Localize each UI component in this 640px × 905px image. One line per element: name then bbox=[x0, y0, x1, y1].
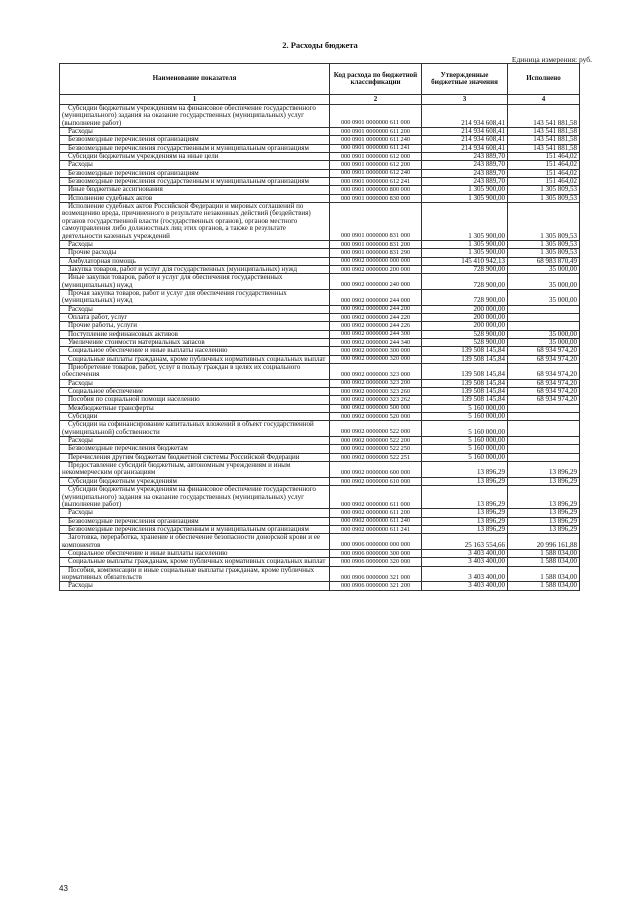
row-executed-cell: 151 464,02 bbox=[508, 153, 580, 161]
row-approved-cell: 528 900,00 bbox=[422, 338, 508, 346]
row-name-cell: Социальные выплаты гражданам, кроме публичных нормативных социальных выплат bbox=[60, 355, 330, 363]
row-code-cell: 000 0906 0000000 320 000 bbox=[330, 558, 422, 566]
row-name-cell: Иные закупки товаров, работ и услуг для обеспечения государственных (муниципальных) нужд bbox=[60, 274, 330, 290]
table-row bbox=[60, 161, 580, 169]
row-code-cell: 000 0901 0000000 612 240 bbox=[330, 169, 422, 177]
row-code-cell: 000 0902 0000000 611 200 bbox=[330, 509, 422, 517]
row-executed-cell: 13 896,29 bbox=[508, 462, 580, 478]
row-name-cell: Пособия, компенсации и иные социальные выплаты гражданам, кроме публичных нормативных обязательств bbox=[60, 566, 330, 582]
table-row bbox=[60, 534, 580, 550]
row-name-cell: Прочая закупка товаров, работ и услуг для обеспечения государственных (муниципальных) нужд bbox=[60, 289, 330, 305]
row-executed-cell: 68 934 974,20 bbox=[508, 364, 580, 380]
row-approved-cell: 1 305 900,00 bbox=[422, 240, 508, 248]
row-name-cell: Прочие работы, услуги bbox=[60, 322, 330, 330]
row-executed-cell: 13 896,29 bbox=[508, 477, 580, 485]
row-approved-cell: 243 889,70 bbox=[422, 169, 508, 177]
row-approved-cell: 3 403 400,00 bbox=[422, 549, 508, 557]
table-row bbox=[60, 364, 580, 380]
row-executed-cell bbox=[508, 453, 580, 461]
row-executed-cell: 68 983 870,49 bbox=[508, 257, 580, 265]
row-name-cell: Субсидии бюджетным учреждениям на финансовое обеспечение государственного (муниципального) задания на оказание государственных (муниципальных) услуг (выполнение работ) bbox=[60, 105, 330, 128]
row-executed-cell: 1 588 034,00 bbox=[508, 549, 580, 557]
header-name: Наименование показателя bbox=[60, 64, 330, 95]
row-executed-cell: 68 934 974,20 bbox=[508, 355, 580, 363]
row-name-cell: Субсидии бюджетным учреждениям на финансовое обеспечение государственного (муниципального) задания на оказание государственных (муниципальных) услуг (выполнение работ) bbox=[60, 486, 330, 509]
table-row bbox=[60, 558, 580, 566]
table-row bbox=[60, 194, 580, 202]
row-code-cell: 000 0902 0000000 244 200 bbox=[330, 305, 422, 313]
row-executed-cell: 13 896,29 bbox=[508, 486, 580, 509]
row-executed-cell: 143 541 881,58 bbox=[508, 136, 580, 144]
table-row bbox=[60, 128, 580, 136]
table-row bbox=[60, 421, 580, 437]
row-name-cell: Социальные выплаты гражданам, кроме публичных нормативных социальных выплат bbox=[60, 558, 330, 566]
row-name-cell: Субсидии bbox=[60, 413, 330, 421]
row-name-cell: Субсидии бюджетным учреждениям на иные цели bbox=[60, 153, 330, 161]
row-name-cell: Расходы bbox=[60, 582, 330, 590]
row-code-cell: 000 0902 0000000 522 200 bbox=[330, 437, 422, 445]
table-row bbox=[60, 355, 580, 363]
row-code-cell: 000 0901 0000000 611 240 bbox=[330, 136, 422, 144]
table-row bbox=[60, 525, 580, 533]
row-code-cell: 000 0901 0000000 831 200 bbox=[330, 240, 422, 248]
row-code-cell: 000 0902 0000000 522 000 bbox=[330, 421, 422, 437]
row-code-cell: 000 0906 0000000 300 000 bbox=[330, 549, 422, 557]
row-approved-cell: 25 163 554,66 bbox=[422, 534, 508, 550]
row-approved-cell: 728 900,00 bbox=[422, 274, 508, 290]
row-code-cell: 000 0902 0000000 600 000 bbox=[330, 462, 422, 478]
column-number: 2 bbox=[330, 95, 422, 105]
row-executed-cell: 20 996 161,88 bbox=[508, 534, 580, 550]
row-name-cell: Расходы bbox=[60, 240, 330, 248]
row-code-cell: 000 0902 0000000 323 000 bbox=[330, 364, 422, 380]
row-approved-cell: 3 403 400,00 bbox=[422, 582, 508, 590]
row-executed-cell: 35 000,00 bbox=[508, 265, 580, 273]
table-row bbox=[60, 240, 580, 248]
row-name-cell: Безвозмездные перечисления государственным и муниципальным организациям bbox=[60, 525, 330, 533]
row-approved-cell: 214 934 608,41 bbox=[422, 128, 508, 136]
row-name-cell: Безвозмездные перечисления организациям bbox=[60, 169, 330, 177]
row-approved-cell: 13 896,29 bbox=[422, 486, 508, 509]
row-name-cell: Заготовка, переработка, хранение и обеспечение безопасности донорской крови и ее компонентов bbox=[60, 534, 330, 550]
row-code-cell: 000 0906 0000000 321 200 bbox=[330, 582, 422, 590]
table-row bbox=[60, 477, 580, 485]
row-approved-cell: 3 403 400,00 bbox=[422, 558, 508, 566]
row-code-cell: 000 0901 0000000 612 241 bbox=[330, 178, 422, 186]
table-row bbox=[60, 136, 580, 144]
row-approved-cell: 200 000,00 bbox=[422, 322, 508, 330]
row-executed-cell: 35 000,00 bbox=[508, 274, 580, 290]
row-approved-cell: 139 508 145,84 bbox=[422, 364, 508, 380]
row-executed-cell bbox=[508, 305, 580, 313]
row-name-cell: Увеличение стоимости материальных запасов bbox=[60, 338, 330, 346]
row-name-cell: Социальное обеспечение bbox=[60, 388, 330, 396]
row-approved-cell: 5 160 000,00 bbox=[422, 445, 508, 453]
row-code-cell: 000 0901 0000000 612 200 bbox=[330, 161, 422, 169]
header-executed: Исполнено bbox=[508, 64, 580, 95]
table-row bbox=[60, 437, 580, 445]
page-number: 43 bbox=[59, 884, 68, 893]
table-row bbox=[60, 413, 580, 421]
table-row bbox=[60, 347, 580, 355]
row-name-cell: Прочие расходы bbox=[60, 249, 330, 257]
row-code-cell: 000 0902 0000000 244 000 bbox=[330, 289, 422, 305]
column-number: 1 bbox=[60, 95, 330, 105]
row-executed-cell: 35 000,00 bbox=[508, 338, 580, 346]
table-row bbox=[60, 144, 580, 152]
row-name-cell: Расходы bbox=[60, 161, 330, 169]
row-code-cell: 000 0902 0000000 323 262 bbox=[330, 396, 422, 404]
table-row bbox=[60, 265, 580, 273]
table-row bbox=[60, 338, 580, 346]
row-approved-cell: 214 934 608,41 bbox=[422, 105, 508, 128]
row-name-cell: Закупка товаров, работ и услуг для государственных (муниципальных) нужд bbox=[60, 265, 330, 273]
table-row bbox=[60, 186, 580, 194]
row-code-cell: 000 0902 0000000 320 000 bbox=[330, 355, 422, 363]
row-code-cell: 000 0902 0000000 000 000 bbox=[330, 257, 422, 265]
row-approved-cell: 728 900,00 bbox=[422, 289, 508, 305]
row-name-cell: Безвозмездные перечисления государственным и муниципальным организациям bbox=[60, 144, 330, 152]
header-code: Код расхода по бюджетной классификации bbox=[330, 64, 422, 95]
row-executed-cell bbox=[508, 445, 580, 453]
row-approved-cell: 214 934 608,41 bbox=[422, 136, 508, 144]
row-approved-cell: 13 896,29 bbox=[422, 477, 508, 485]
row-code-cell: 000 0902 0000000 500 000 bbox=[330, 404, 422, 412]
row-executed-cell: 13 896,29 bbox=[508, 509, 580, 517]
row-approved-cell: 13 896,29 bbox=[422, 462, 508, 478]
row-code-cell: 000 0901 0000000 800 000 bbox=[330, 186, 422, 194]
row-approved-cell: 200 000,00 bbox=[422, 305, 508, 313]
row-executed-cell bbox=[508, 404, 580, 412]
row-code-cell: 000 0902 0000000 611 241 bbox=[330, 525, 422, 533]
row-approved-cell: 728 900,00 bbox=[422, 265, 508, 273]
table-row bbox=[60, 404, 580, 412]
row-executed-cell bbox=[508, 322, 580, 330]
row-executed-cell: 68 934 974,20 bbox=[508, 379, 580, 387]
row-code-cell: 000 0902 0000000 240 000 bbox=[330, 274, 422, 290]
row-executed-cell: 1 305 809,53 bbox=[508, 194, 580, 202]
row-code-cell: 000 0901 0000000 831 290 bbox=[330, 249, 422, 257]
row-code-cell: 000 0902 0000000 244 220 bbox=[330, 313, 422, 321]
header-approved: Утвержденные бюджетные значения bbox=[422, 64, 508, 95]
row-code-cell: 000 0902 0000000 323 260 bbox=[330, 388, 422, 396]
row-name-cell: Исполнение судебных актов Российской Федерации и мировых соглашений по возмещению вреда, причиненного в результате незаконных действий (бездействия) органов государственной власти (государственных органов), органов местного самоуправления либо должностных лиц этих органов, а также в результате деятельности казенных учреждений bbox=[60, 203, 330, 241]
row-executed-cell: 68 934 974,20 bbox=[508, 388, 580, 396]
row-code-cell: 000 0902 0000000 323 200 bbox=[330, 379, 422, 387]
table-row bbox=[60, 453, 580, 461]
row-approved-cell: 528 900,00 bbox=[422, 330, 508, 338]
row-approved-cell: 243 889,70 bbox=[422, 153, 508, 161]
table-row bbox=[60, 313, 580, 321]
row-approved-cell: 139 508 145,84 bbox=[422, 396, 508, 404]
row-approved-cell: 1 305 900,00 bbox=[422, 186, 508, 194]
row-name-cell: Безвозмездные перечисления организациям bbox=[60, 517, 330, 525]
row-code-cell: 000 0901 0000000 612 000 bbox=[330, 153, 422, 161]
row-code-cell: 000 0901 0000000 831 000 bbox=[330, 203, 422, 241]
row-executed-cell: 13 896,29 bbox=[508, 517, 580, 525]
row-executed-cell: 151 464,02 bbox=[508, 178, 580, 186]
row-name-cell: Расходы bbox=[60, 128, 330, 136]
row-name-cell: Поступление нефинансовых активов bbox=[60, 330, 330, 338]
row-executed-cell: 68 934 974,20 bbox=[508, 396, 580, 404]
row-executed-cell: 1 588 034,00 bbox=[508, 566, 580, 582]
table-row bbox=[60, 549, 580, 557]
row-approved-cell: 139 508 145,84 bbox=[422, 347, 508, 355]
table-row bbox=[60, 582, 580, 590]
row-executed-cell bbox=[508, 313, 580, 321]
table-row bbox=[60, 517, 580, 525]
row-code-cell: 000 0906 0000000 000 000 bbox=[330, 534, 422, 550]
row-name-cell: Перечисления другим бюджетам бюджетной системы Российской Федерации bbox=[60, 453, 330, 461]
table-row bbox=[60, 486, 580, 509]
table-row bbox=[60, 462, 580, 478]
row-approved-cell: 3 403 400,00 bbox=[422, 566, 508, 582]
expenses-table bbox=[59, 63, 580, 591]
table-row bbox=[60, 445, 580, 453]
table-row bbox=[60, 379, 580, 387]
row-name-cell: Амбулаторная помощь bbox=[60, 257, 330, 265]
table-row bbox=[60, 274, 580, 290]
row-approved-cell: 1 305 900,00 bbox=[422, 194, 508, 202]
unit-label: Единица измерения: руб. bbox=[511, 55, 592, 64]
table-row bbox=[60, 203, 580, 241]
row-approved-cell: 139 508 145,84 bbox=[422, 388, 508, 396]
row-executed-cell: 1 305 809,53 bbox=[508, 203, 580, 241]
column-number: 3 bbox=[422, 95, 508, 105]
table-row bbox=[60, 169, 580, 177]
row-approved-cell: 214 934 608,41 bbox=[422, 144, 508, 152]
row-code-cell: 000 0902 0000000 611 000 bbox=[330, 486, 422, 509]
row-name-cell: Расходы bbox=[60, 437, 330, 445]
row-executed-cell: 143 541 881,58 bbox=[508, 105, 580, 128]
row-executed-cell: 151 464,02 bbox=[508, 169, 580, 177]
row-code-cell: 000 0902 0000000 522 251 bbox=[330, 453, 422, 461]
row-name-cell: Расходы bbox=[60, 379, 330, 387]
row-executed-cell: 1 588 034,00 bbox=[508, 558, 580, 566]
table-row bbox=[60, 178, 580, 186]
row-name-cell: Безвозмездные перечисления бюджетам bbox=[60, 445, 330, 453]
row-approved-cell: 13 896,29 bbox=[422, 517, 508, 525]
row-executed-cell: 35 000,00 bbox=[508, 289, 580, 305]
table-row bbox=[60, 257, 580, 265]
row-executed-cell: 13 896,29 bbox=[508, 525, 580, 533]
table-row bbox=[60, 566, 580, 582]
row-executed-cell: 1 588 034,00 bbox=[508, 582, 580, 590]
row-approved-cell: 13 896,29 bbox=[422, 509, 508, 517]
row-executed-cell: 1 305 809,53 bbox=[508, 240, 580, 248]
row-approved-cell: 139 508 145,84 bbox=[422, 355, 508, 363]
row-code-cell: 000 0901 0000000 830 000 bbox=[330, 194, 422, 202]
row-name-cell: Расходы bbox=[60, 509, 330, 517]
row-name-cell: Иные бюджетные ассигнования bbox=[60, 186, 330, 194]
row-name-cell: Приобретение товаров, работ, услуг в пользу граждан в целях их социального обеспечения bbox=[60, 364, 330, 380]
row-approved-cell: 13 896,29 bbox=[422, 525, 508, 533]
row-code-cell: 000 0902 0000000 244 340 bbox=[330, 338, 422, 346]
row-executed-cell: 143 541 881,58 bbox=[508, 128, 580, 136]
row-code-cell: 000 0901 0000000 611 200 bbox=[330, 128, 422, 136]
row-code-cell: 000 0902 0000000 522 250 bbox=[330, 445, 422, 453]
row-approved-cell: 139 508 145,84 bbox=[422, 379, 508, 387]
row-approved-cell: 1 305 900,00 bbox=[422, 249, 508, 257]
row-code-cell: 000 0901 0000000 611 000 bbox=[330, 105, 422, 128]
column-number: 4 bbox=[508, 95, 580, 105]
table-row bbox=[60, 153, 580, 161]
row-code-cell: 000 0902 0000000 244 300 bbox=[330, 330, 422, 338]
row-code-cell: 000 0902 0000000 200 000 bbox=[330, 265, 422, 273]
table-row bbox=[60, 289, 580, 305]
row-executed-cell bbox=[508, 437, 580, 445]
row-approved-cell: 5 160 000,00 bbox=[422, 404, 508, 412]
row-name-cell: Социальное обеспечение и иные выплаты населению bbox=[60, 347, 330, 355]
row-code-cell: 000 0902 0000000 244 226 bbox=[330, 322, 422, 330]
row-name-cell: Предоставление субсидий бюджетным, автономным учреждениям и иным некоммерческим организациям bbox=[60, 462, 330, 478]
row-approved-cell: 1 305 900,00 bbox=[422, 203, 508, 241]
row-approved-cell: 5 160 000,00 bbox=[422, 437, 508, 445]
table-row bbox=[60, 105, 580, 128]
row-code-cell: 000 0901 0000000 611 241 bbox=[330, 144, 422, 152]
row-name-cell: Субсидии бюджетным учреждениям bbox=[60, 477, 330, 485]
row-code-cell: 000 0902 0000000 611 240 bbox=[330, 517, 422, 525]
table-row bbox=[60, 388, 580, 396]
row-code-cell: 000 0902 0000000 610 000 bbox=[330, 477, 422, 485]
row-executed-cell: 35 000,00 bbox=[508, 330, 580, 338]
row-name-cell: Социальное обеспечение и иные выплаты населению bbox=[60, 549, 330, 557]
section-title: 2. Расходы бюджета bbox=[282, 40, 358, 50]
row-approved-cell: 145 410 942,13 bbox=[422, 257, 508, 265]
table-row bbox=[60, 396, 580, 404]
row-name-cell: Расходы bbox=[60, 305, 330, 313]
table-row bbox=[60, 509, 580, 517]
table-row bbox=[60, 330, 580, 338]
row-executed-cell: 1 305 809,53 bbox=[508, 186, 580, 194]
row-code-cell: 000 0902 0000000 520 000 bbox=[330, 413, 422, 421]
table-row bbox=[60, 249, 580, 257]
row-executed-cell: 143 541 881,58 bbox=[508, 144, 580, 152]
row-executed-cell: 1 305 809,53 bbox=[508, 249, 580, 257]
row-executed-cell: 68 934 974,20 bbox=[508, 347, 580, 355]
row-executed-cell: 151 464,02 bbox=[508, 161, 580, 169]
row-name-cell: Межбюджетные трансферты bbox=[60, 404, 330, 412]
row-name-cell: Безвозмездные перечисления государственным и муниципальным организациям bbox=[60, 178, 330, 186]
row-name-cell: Оплата работ, услуг bbox=[60, 313, 330, 321]
row-name-cell: Исполнение судебных актов bbox=[60, 194, 330, 202]
row-code-cell: 000 0906 0000000 321 000 bbox=[330, 566, 422, 582]
row-name-cell: Безвозмездные перечисления организациям bbox=[60, 136, 330, 144]
row-executed-cell bbox=[508, 421, 580, 437]
row-approved-cell: 243 889,70 bbox=[422, 178, 508, 186]
table-row bbox=[60, 305, 580, 313]
row-approved-cell: 200 000,00 bbox=[422, 313, 508, 321]
row-approved-cell: 5 160 000,00 bbox=[422, 453, 508, 461]
row-name-cell: Пособия по социальной помощи населению bbox=[60, 396, 330, 404]
row-code-cell: 000 0902 0000000 300 000 bbox=[330, 347, 422, 355]
row-executed-cell bbox=[508, 413, 580, 421]
row-approved-cell: 5 160 000,00 bbox=[422, 421, 508, 437]
row-approved-cell: 243 889,70 bbox=[422, 161, 508, 169]
table-row bbox=[60, 322, 580, 330]
row-name-cell: Субсидии на софинансирование капитальных вложений в объект государственной (муниципальной) собственности bbox=[60, 421, 330, 437]
row-approved-cell: 5 160 000,00 bbox=[422, 413, 508, 421]
